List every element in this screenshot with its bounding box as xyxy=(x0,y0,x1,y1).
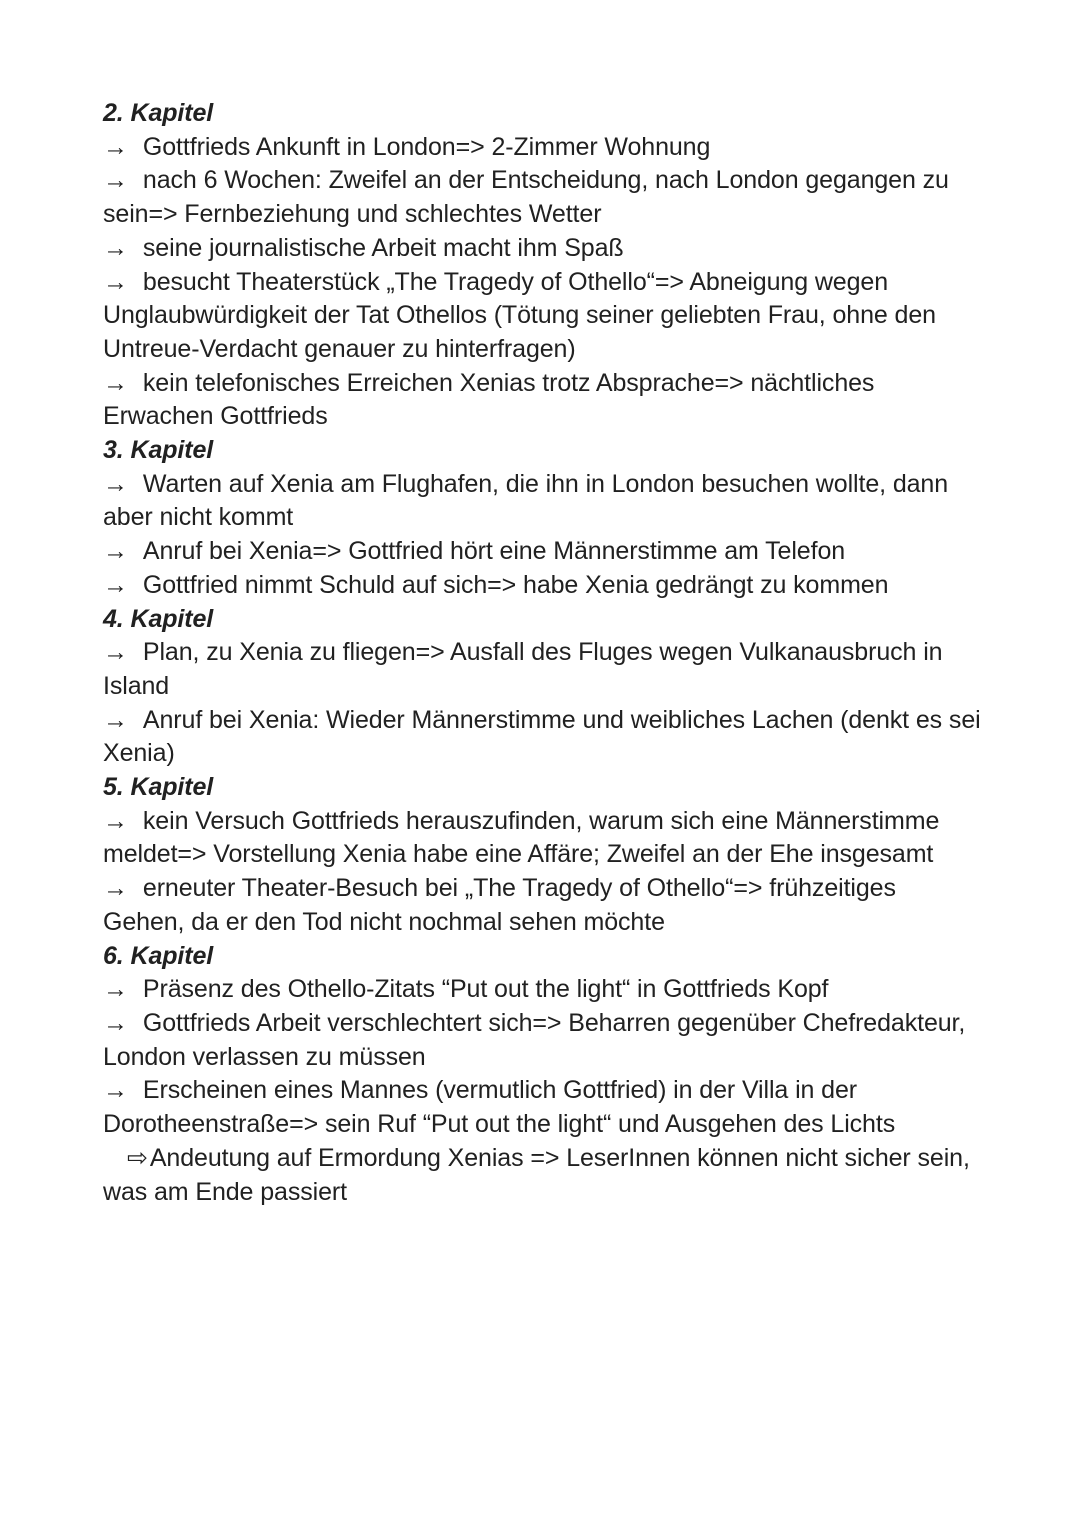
bullet-item xyxy=(103,367,983,434)
bullet-item xyxy=(103,569,983,603)
bullet-text: Anruf bei Xenia: Wieder Männerstimme und weibliches Lachen (denkt es sei Xenia) xyxy=(103,705,981,768)
bullet-item xyxy=(103,266,983,367)
arrow-right-icon: → xyxy=(103,233,128,262)
arrow-right-icon: → xyxy=(103,1076,128,1105)
arrow-right-icon: → xyxy=(103,570,128,599)
hollow-arrow-right-icon: ⇨ xyxy=(127,1143,148,1172)
arrow-right-icon: → xyxy=(103,705,128,734)
arrow-right-icon: → xyxy=(103,537,128,566)
bullet-text: erneuter Theater-Besuch bei „The Tragedy of Othello“=> frühzeitiges Gehen, da er den Tod nicht nochmal sehen möchte xyxy=(103,874,896,936)
chapter-heading: 3. Kapitel xyxy=(103,436,214,465)
chapter-heading: 2. Kapitel xyxy=(103,99,214,127)
bullet-item xyxy=(103,232,983,266)
arrow-right-icon: → xyxy=(103,166,128,195)
arrow-right-icon: → xyxy=(103,267,128,296)
chapter-notes xyxy=(103,97,983,1209)
bullet-text: seine journalistische Arbeit macht ihm Spaß xyxy=(142,233,624,262)
bullet-text: kein telefonisches Erreichen Xenias trotz Absprache=> nächtliches Erwachen Gottfrieds xyxy=(103,368,875,431)
bullet-text: Gottfried nimmt Schuld auf sich=> habe Xenia gedrängt zu kommen xyxy=(142,570,889,599)
bullet-text: nach 6 Wochen: Zweifel an der Entscheidung, nach London gegangen zu sein=> Fernbeziehung und schlechtes Wetter xyxy=(103,166,949,229)
arrow-right-icon: → xyxy=(103,132,128,161)
arrow-right-icon: → xyxy=(103,469,128,498)
bullet-item xyxy=(103,704,983,771)
arrow-right-icon: → xyxy=(103,874,128,903)
bullet-text: kein Versuch Gottfrieds herauszufinden, warum sich eine Männerstimme meldet=> Vorstellung Xenia habe eine Affäre; Zweifel an der Ehe insgesamt xyxy=(103,806,940,869)
arrow-right-icon: → xyxy=(103,975,128,1004)
bullet-item xyxy=(103,805,983,872)
bullet-item xyxy=(103,973,983,1007)
bullet-text: Anruf bei Xenia=> Gottfried hört eine Männerstimme am Telefon xyxy=(142,537,846,566)
bullet-item xyxy=(103,636,983,703)
chapter-heading: 5. Kapitel xyxy=(103,773,214,802)
chapter-heading: 6. Kapitel xyxy=(103,941,214,970)
bullet-text: Warten auf Xenia am Flughafen, die ihn in London besuchen wollte, dann aber nicht kommt xyxy=(103,469,949,532)
arrow-right-icon: → xyxy=(103,806,128,835)
bullet-text: Gottfrieds Arbeit verschlechtert sich=> Beharren gegenüber Chefredakteur, London verlassen zu müssen xyxy=(103,1008,966,1071)
bullet-item xyxy=(103,164,983,231)
bullet-item xyxy=(103,131,983,165)
bullet-text: Präsenz des Othello-Zitats “Put out the light“ in Gottfrieds Kopf xyxy=(142,975,829,1004)
chapter-heading: 4. Kapitel xyxy=(103,604,214,633)
note-text: Andeutung auf Ermordung Xenias => LeserInnen können nicht sicher sein, was am Ende passiert xyxy=(103,1143,970,1206)
bullet-text: Erscheinen eines Mannes (vermutlich Gottfried) in der Villa in der Dorotheenstraße=> sein Ruf “Put out the light“ und Ausgehen des Lichts xyxy=(103,1076,896,1139)
conclusion-note xyxy=(103,1142,983,1209)
bullet-text: besucht Theaterstück „The Tragedy of Othello“=> Abneigung wegen Unglaubwürdigkeit der Tat Othellos (Tötung seiner geliebten Frau, ohne den Untreue-Verdacht genauer zu hinterfragen) xyxy=(103,267,936,363)
bullet-item xyxy=(103,468,983,535)
arrow-right-icon: → xyxy=(103,638,128,667)
arrow-right-icon: → xyxy=(103,1008,128,1037)
bullet-item xyxy=(103,1007,983,1074)
bullet-text: Plan, zu Xenia zu fliegen=> Ausfall des Fluges wegen Vulkanausbruch in Island xyxy=(103,638,943,700)
bullet-item xyxy=(103,872,983,939)
bullet-text: Gottfrieds Ankunft in London=> 2-Zimmer Wohnung xyxy=(142,132,711,161)
bullet-item xyxy=(103,535,983,569)
bullet-item xyxy=(103,1074,983,1141)
arrow-right-icon: → xyxy=(103,368,128,397)
